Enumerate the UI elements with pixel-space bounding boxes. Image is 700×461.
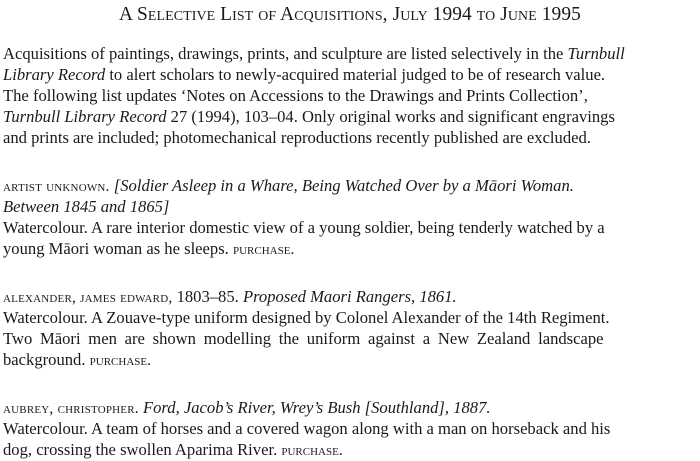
intro-line-3 [3, 85, 588, 106]
entry-heading [3, 286, 457, 308]
intro-text: The following list updates ‘Notes on Accessions to the Drawings and Prints Collection’, [3, 86, 588, 105]
entry-description [3, 307, 610, 328]
description-text: dog, crossing the swollen Aparima River. [3, 440, 278, 459]
description-text: Two Māori men are shown modelling the uniform against a New Zealand landscape [3, 329, 604, 348]
publication-title: Turnbull Library Record [3, 107, 167, 126]
entry-heading [3, 175, 574, 197]
intro-text: to alert scholars to newly-acquired material judged to be of research value. [105, 65, 606, 84]
publication-title: Library Record [3, 65, 106, 84]
work-title: [Soldier Asleep in a Whare, Being Watched Over by a Māori Woman. [113, 176, 574, 195]
entry-description [3, 238, 294, 260]
artist-name: artist unknown. [3, 178, 110, 195]
intro-line-1 [3, 43, 625, 64]
intro-text: Acquisitions of paintings, drawings, prints, and sculpture are listed selectively in the [3, 44, 568, 63]
work-title: Proposed Maori Rangers, 1861. [242, 287, 457, 306]
artist-name: aubrey, christopher. [3, 400, 139, 417]
artist-dates: 1803–85. [172, 287, 243, 306]
entry-description [3, 439, 343, 461]
acquisition-method: purchase. [232, 241, 295, 258]
entry-heading-cont [3, 196, 169, 217]
description-text: Watercolour. A team of horses and a covered wagon along with a man on horseback and his [3, 419, 611, 438]
description-text: background. [3, 350, 86, 369]
entry-description [3, 418, 610, 439]
intro-line-4 [3, 106, 615, 127]
work-title: Ford, Jacob’s River, Wrey’s Bush [Southland], 1887. [143, 398, 491, 417]
acquisition-method: purchase. [281, 442, 343, 459]
page-title: A Selective List of Acquisitions, July 1994 to June 1995 [119, 4, 581, 25]
entry-description [3, 217, 605, 238]
entry-heading [3, 397, 491, 419]
entry-description [3, 349, 151, 371]
description-text: young Māori woman as he sleeps. [3, 239, 229, 258]
intro-text: and prints are included; photomechanical reproductions recently published are excluded. [3, 128, 591, 147]
intro-line-2 [3, 64, 605, 85]
entry-description [3, 328, 604, 349]
artist-name: alexander, james edward, [3, 289, 173, 306]
publication-title: Turnbull [567, 44, 625, 63]
intro-text: 27 (1994), 103–04. Only original works and significant engravings [166, 107, 615, 126]
intro-line-5 [3, 127, 591, 148]
acquisition-method: purchase. [89, 352, 151, 369]
work-title: Between 1845 and 1865] [3, 197, 170, 216]
description-text: Watercolour. A rare interior domestic view of a young soldier, being tenderly watched by a [3, 218, 605, 237]
description-text: Watercolour. A Zouave-type uniform designed by Colonel Alexander of the 14th Regiment. [3, 308, 610, 327]
